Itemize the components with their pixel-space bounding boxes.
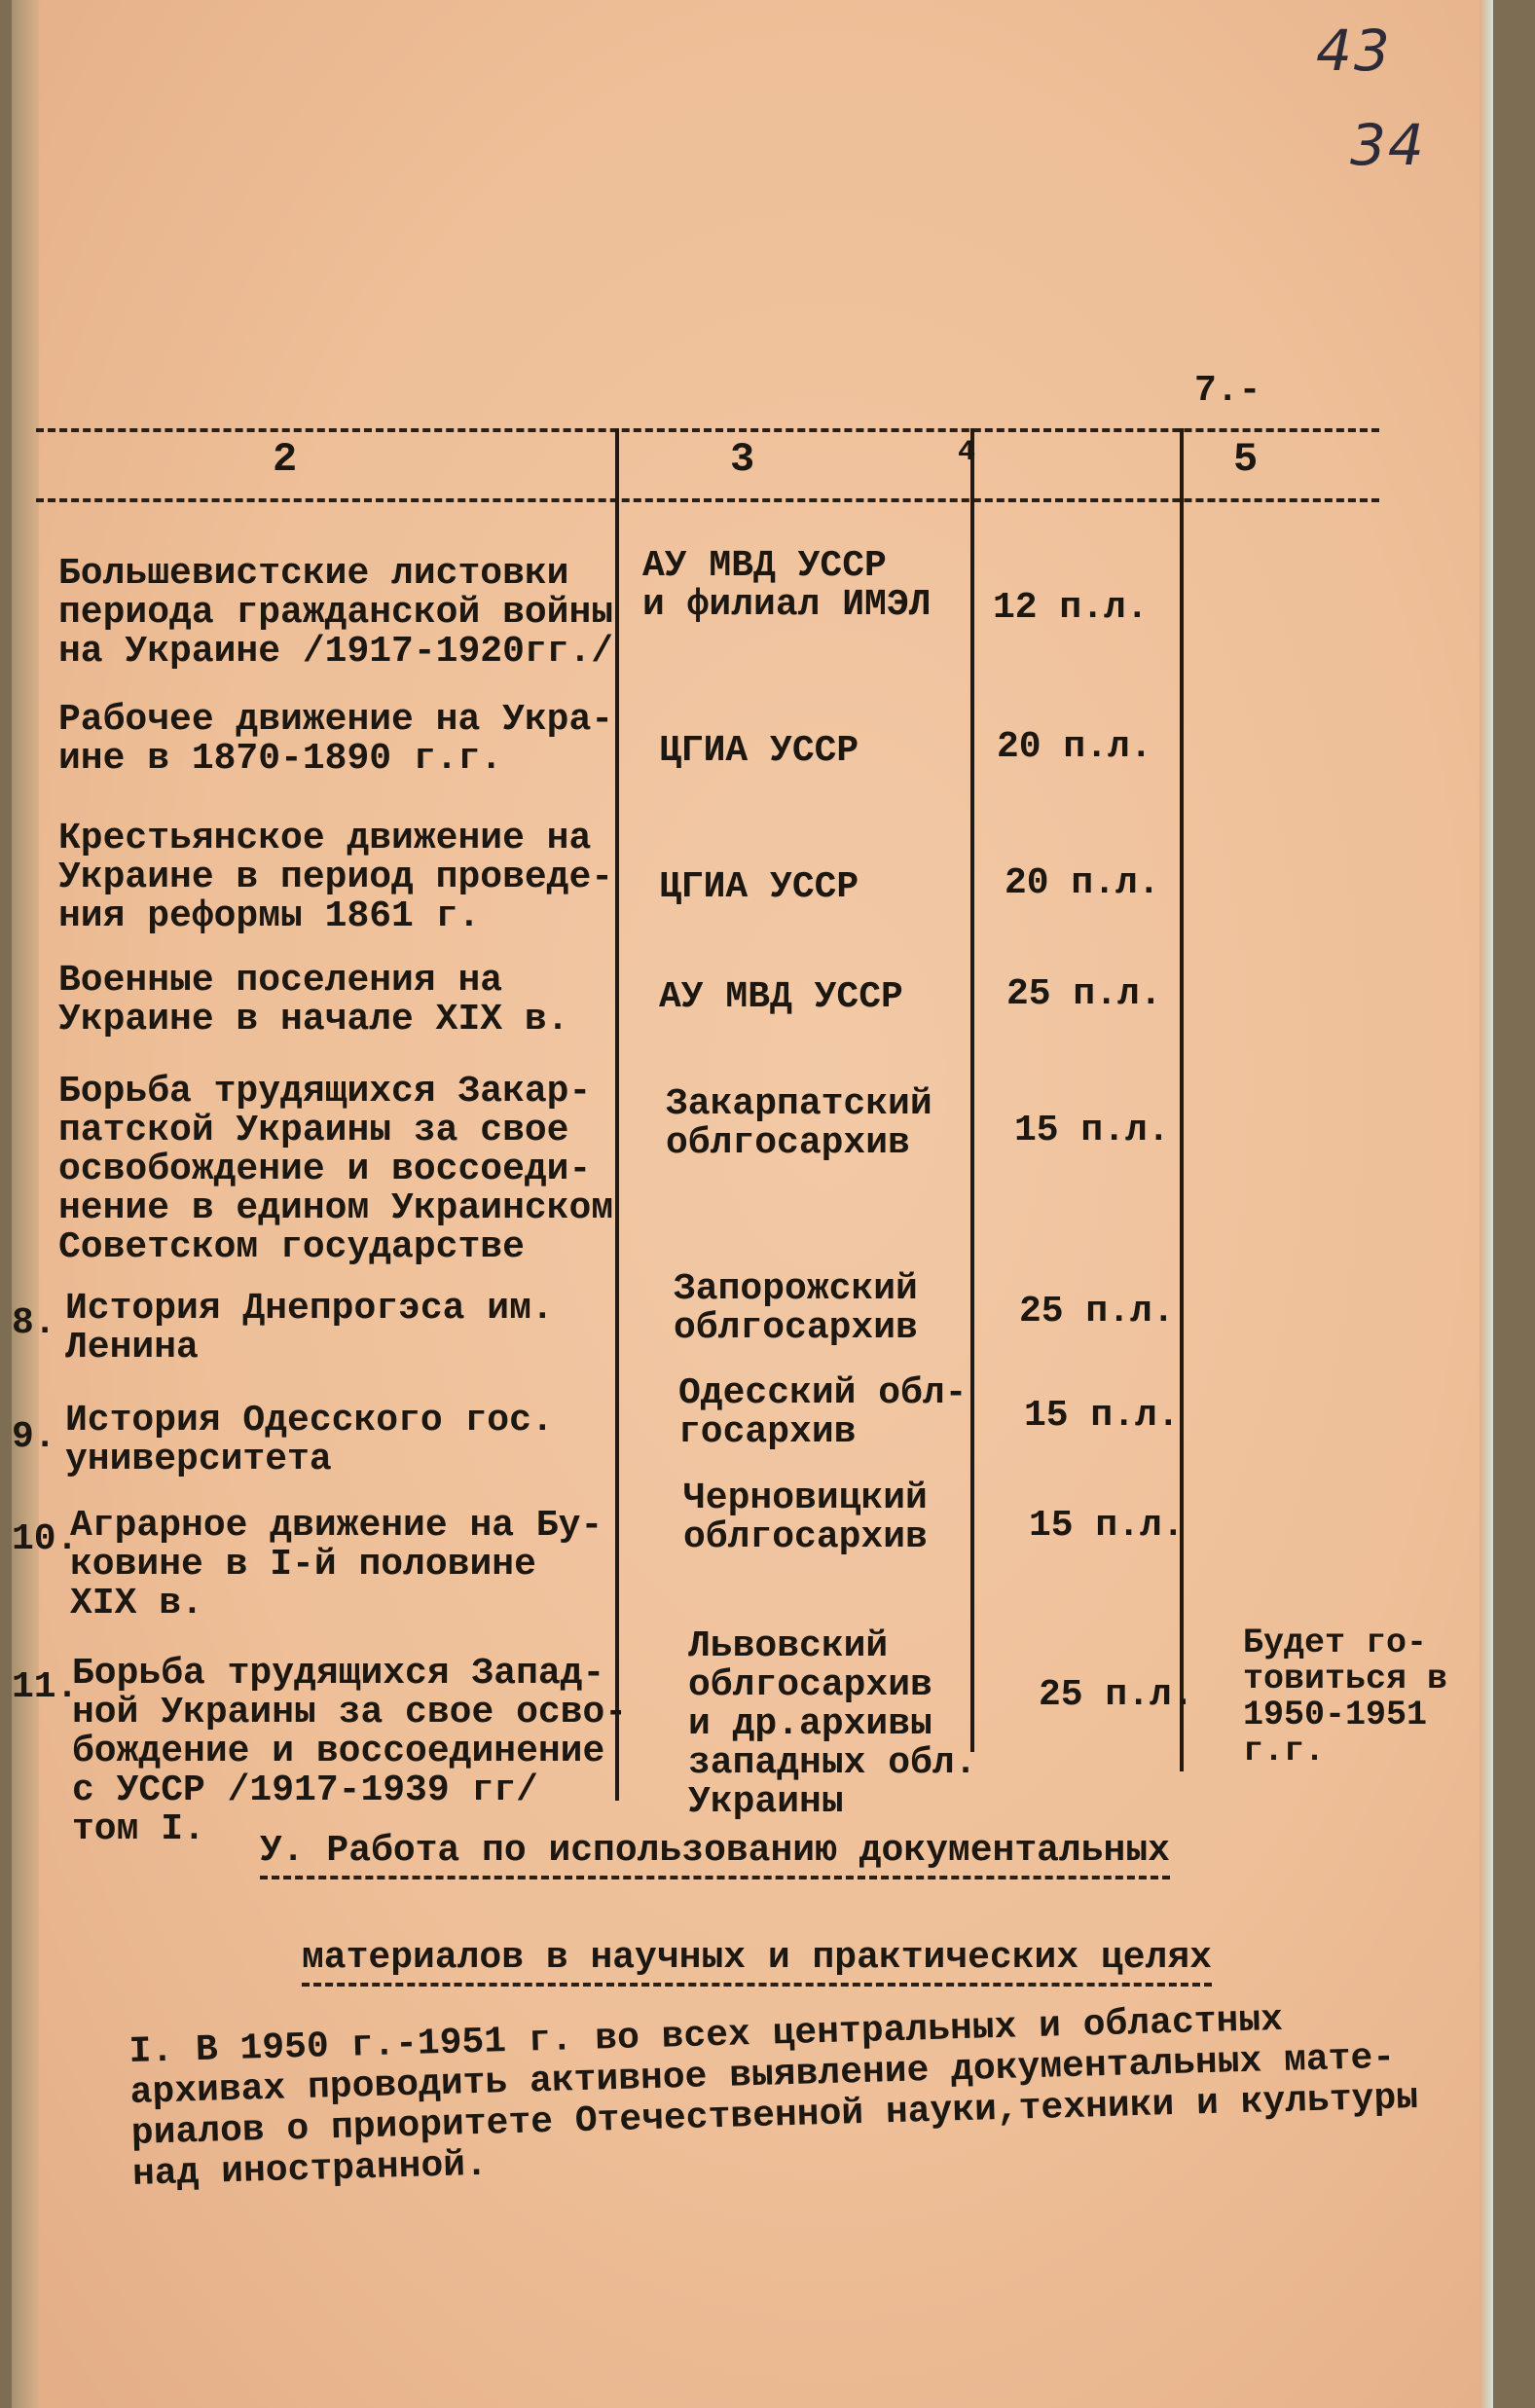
table-row-5-title: Борьба трудящихся Закар- патской Украины за свое освобождение и воссоеди- нение в едином Украинском Советском государстве: [58, 1071, 614, 1268]
table-row-3-title: Крестьянское движение на Украине в период проведе- ния реформы 1861 г.: [58, 818, 614, 937]
table-row-1-source: АУ МВД УССР и филиал ИМЭЛ: [642, 545, 932, 626]
archive-sheet-number-top: 43: [1316, 18, 1392, 84]
table-row-9-volume: 15 п.л.: [1024, 1395, 1180, 1437]
table-row-5-source: Закарпатский облгосархив: [666, 1083, 932, 1164]
table-row-10-source: Черновицкий облгосархив: [683, 1478, 928, 1558]
table-row-2-volume: 20 п.л.: [997, 726, 1152, 768]
column-header-3: 3: [730, 436, 755, 483]
table-row-11-source: Львовский облгосархив и др.архивы западных обл. Украины: [688, 1625, 977, 1823]
column-header-4: 4: [958, 436, 976, 469]
column-divider-2-3: [615, 428, 619, 1801]
table-row-8-title: История Днепрогэса им. Ленина: [65, 1288, 554, 1368]
table-row-10-number: 10.: [12, 1518, 79, 1560]
table-row-4-title: Военные поселения на Украине в начале XIX в.: [58, 960, 569, 1040]
table-row-9-number: 9.: [12, 1416, 56, 1458]
section-paragraph-1: I. В 1950 г.-1951 г. во всех центральных и областных архивах проводить активное выявление документальных мате- риалов о приоритете Отечественной науки,техники и культуры над иностранной.: [128, 1998, 1419, 2196]
table-header-rule: [36, 498, 1379, 502]
table-row-11-note: Будет го- товиться в 1950-1951 г.г.: [1243, 1624, 1448, 1770]
column-divider-3-4: [970, 428, 974, 1752]
table-row-9-source: Одесский обл- госархив: [678, 1372, 968, 1453]
table-row-11-number: 11.: [12, 1666, 79, 1708]
column-header-5: 5: [1233, 436, 1259, 483]
table-row-8-number: 8.: [12, 1302, 56, 1344]
section-heading-line-2: материалов в научных и практических целях: [302, 1937, 1212, 1987]
table-row-4-volume: 25 п.л.: [1006, 973, 1162, 1015]
document-page: [12, 0, 1493, 2408]
table-row-11-volume: 25 п.л.: [1039, 1674, 1194, 1716]
table-row-2-source: ЦГИА УССР: [659, 730, 859, 772]
table-row-4-source: АУ МВД УССР: [659, 976, 903, 1018]
table-row-8-volume: 25 п.л.: [1019, 1291, 1175, 1332]
table-row-2-title: Рабочее движение на Укра- ине в 1870-1890 г.г.: [58, 699, 614, 780]
table-row-3-volume: 20 п.л.: [1005, 862, 1160, 904]
archive-sheet-number-bottom: 34: [1350, 112, 1426, 178]
page-number: 7.-: [1194, 370, 1261, 412]
table-row-1-volume: 12 п.л.: [993, 587, 1149, 629]
table-top-rule: [36, 428, 1379, 432]
page-right-edge: [1480, 0, 1493, 2408]
table-row-5-volume: 15 п.л.: [1014, 1110, 1170, 1151]
table-row-10-title: Аграрное движение на Бу- ковине в I-й половине XIX в.: [70, 1505, 603, 1624]
page-left-edge: [12, 0, 39, 2408]
table-row-10-volume: 15 п.л.: [1029, 1505, 1185, 1547]
table-row-3-source: ЦГИА УССР: [659, 866, 859, 908]
section-heading-line-1: У. Работа по использованию документальных: [260, 1830, 1170, 1879]
column-header-2: 2: [273, 436, 298, 483]
table-row-8-source: Запорожский облгосархив: [674, 1268, 918, 1349]
table-row-1-title: Большевистские листовки периода гражданской войны на Украине /1917-1920гг./: [58, 553, 614, 673]
table-row-9-title: История Одесского гос. университета: [65, 1400, 554, 1480]
table-row-11-title: Борьба трудящихся Запад- ной Украины за свое осво- бождение и воссоединение с УССР /1917-1939 гг/ том I.: [72, 1653, 628, 1850]
column-divider-4-5: [1180, 428, 1184, 1771]
